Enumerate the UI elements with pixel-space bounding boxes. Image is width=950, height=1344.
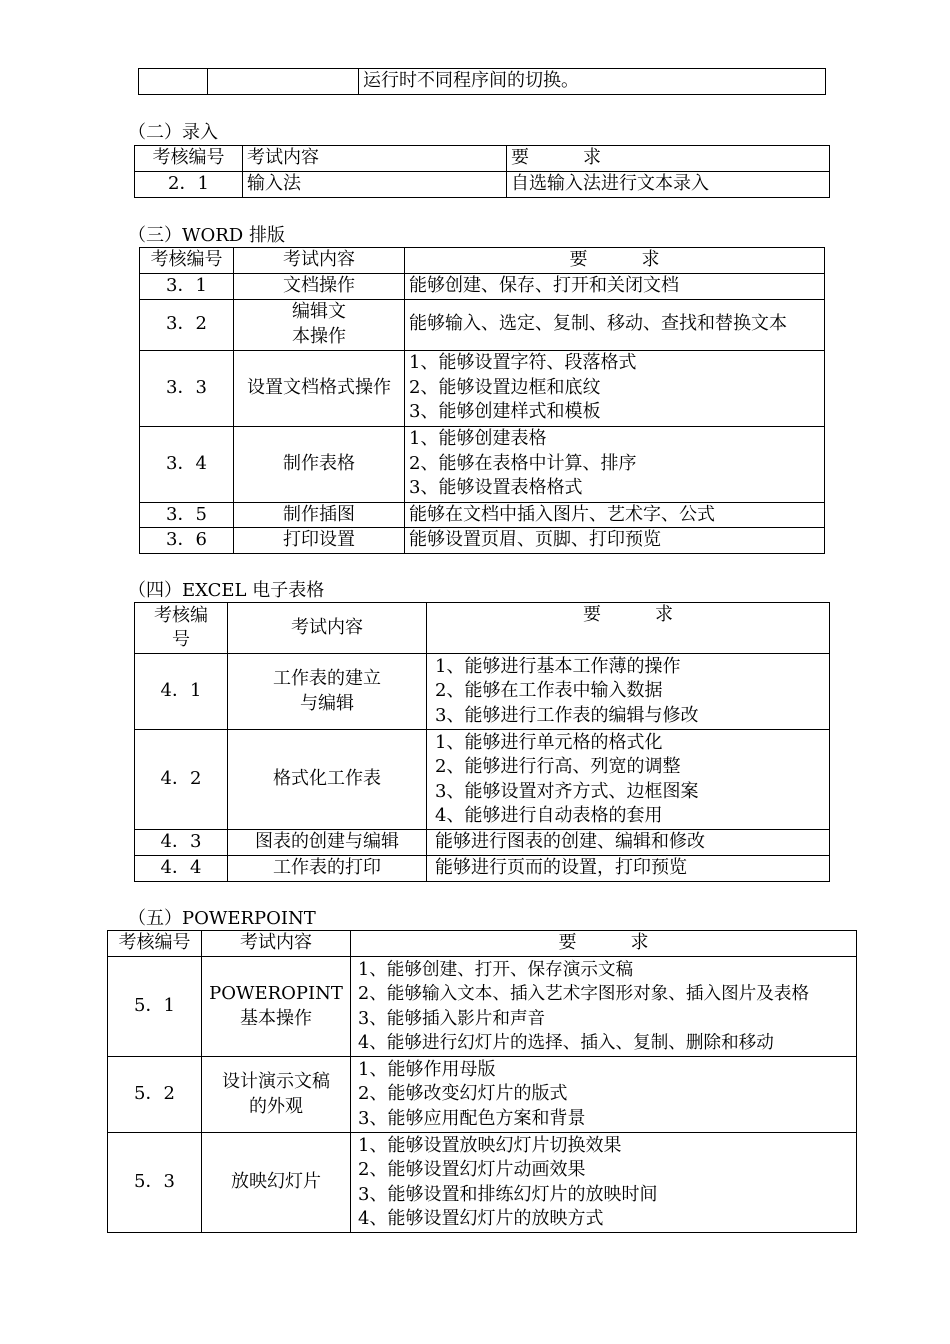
header-id: 考核编 号 — [135, 603, 228, 654]
requirement-cell: 自选输入法进行文本录入 — [507, 172, 830, 198]
table-row — [139, 69, 826, 95]
requirement-cell: 能够进行页而的设置，打印预览 — [427, 856, 830, 882]
id-cell: 3．3 — [140, 350, 234, 426]
header-req: 要 求 — [427, 603, 830, 654]
requirement-cell: 能够输入、选定、复制、移动、查找和替换文本 — [405, 299, 825, 350]
id-cell: 2．1 — [135, 172, 243, 198]
section-title: （三）WORD 排版 — [128, 225, 285, 246]
table-row — [108, 957, 857, 1057]
section-title: （五）POWERPOINT — [128, 908, 316, 929]
content-cell: 工作表的建立 与编辑 — [228, 654, 427, 730]
requirement-cell: 1、能够进行基本工作薄的操作 2、能够在工作表中输入数据 3、能够进行工作表的编辑与修改 — [427, 654, 830, 730]
content-cell: POWEROPINT 基本操作 — [202, 957, 351, 1057]
requirement-cell: 运行时不同程序间的切换。 — [359, 69, 826, 95]
id-cell: 3．1 — [140, 273, 234, 299]
id-cell: 4．3 — [135, 830, 228, 856]
table-row — [135, 730, 830, 830]
top-fragment-table — [138, 68, 826, 95]
section-3-table — [139, 247, 825, 554]
requirement-cell: 1、能够作用母版 2、能够改变幻灯片的版式 3、能够应用配色方案和背景 — [351, 1057, 857, 1133]
content-cell: 放映幻灯片 — [202, 1133, 351, 1233]
content-cell: 格式化工作表 — [228, 730, 427, 830]
content-cell: 设置文档格式操作 — [234, 350, 405, 426]
requirement-cell: 能够创建、保存、打开和关闭文档 — [405, 273, 825, 299]
id-cell: 5．2 — [108, 1057, 202, 1133]
content-cell: 编辑文 本操作 — [234, 299, 405, 350]
table-row — [140, 502, 825, 528]
table-row — [140, 426, 825, 502]
id-cell: 4．1 — [135, 654, 228, 730]
requirement-cell: 能够进行图表的创建、编辑和修改 — [427, 830, 830, 856]
section-title: （二）录入 — [128, 122, 218, 143]
header-req: 要 求 — [507, 146, 830, 172]
content-cell: 设计演示文稿 的外观 — [202, 1057, 351, 1133]
table-row — [108, 1133, 857, 1233]
id-cell: 3．6 — [140, 528, 234, 554]
table-row — [140, 299, 825, 350]
id-cell: 3．2 — [140, 299, 234, 350]
header-content: 考试内容 — [234, 248, 405, 274]
content-cell: 制作表格 — [234, 426, 405, 502]
id-cell: 5．1 — [108, 957, 202, 1057]
id-cell: 3．4 — [140, 426, 234, 502]
requirement-cell: 1、能够创建、打开、保存演示文稿 2、能够输入文本、插入艺术字图形对象、插入图片及表格 3、能够插入影片和声音 4、能够进行幻灯片的选择、插入、复制、删除和移动 — [351, 957, 857, 1057]
header-req: 要 求 — [351, 931, 857, 957]
id-cell: 3．5 — [140, 502, 234, 528]
content-cell: 打印设置 — [234, 528, 405, 554]
table-row — [135, 172, 830, 198]
content-cell: 工作表的打印 — [228, 856, 427, 882]
empty-cell — [208, 69, 359, 95]
content-cell: 输入法 — [243, 172, 507, 198]
table-header-row — [140, 248, 825, 274]
header-content: 考试内容 — [202, 931, 351, 957]
section-5-table — [107, 930, 857, 1233]
table-header-row — [135, 146, 830, 172]
content-cell: 文档操作 — [234, 273, 405, 299]
id-cell: 4．2 — [135, 730, 228, 830]
table-row — [140, 528, 825, 554]
requirement-cell: 能够设置页眉、页脚、打印预览 — [405, 528, 825, 554]
requirement-cell: 1、能够设置字符、段落格式 2、能够设置边框和底纹 3、能够创建样式和模板 — [405, 350, 825, 426]
requirement-cell: 1、能够创建表格 2、能够在表格中计算、排序 3、能够设置表格格式 — [405, 426, 825, 502]
id-cell: 4．4 — [135, 856, 228, 882]
table-row — [140, 273, 825, 299]
header-id: 考核编号 — [135, 146, 243, 172]
header-content: 考试内容 — [228, 603, 427, 654]
section-4-table — [134, 602, 830, 882]
id-cell: 5．3 — [108, 1133, 202, 1233]
header-content: 考试内容 — [243, 146, 507, 172]
content-cell: 图表的创建与编辑 — [228, 830, 427, 856]
table-header-row — [135, 603, 830, 654]
table-row — [135, 654, 830, 730]
table-row — [108, 1057, 857, 1133]
header-id: 考核编号 — [140, 248, 234, 274]
table-header-row — [108, 931, 857, 957]
requirement-cell: 1、能够进行单元格的格式化 2、能够进行行高、列宽的调整 3、能够设置对齐方式、边框图案 4、能够进行自动表格的套用 — [427, 730, 830, 830]
header-id: 考核编号 — [108, 931, 202, 957]
content-cell: 制作插图 — [234, 502, 405, 528]
empty-cell — [139, 69, 208, 95]
table-row — [135, 830, 830, 856]
requirement-cell: 1、能够设置放映幻灯片切换效果 2、能够设置幻灯片动画效果 3、能够设置和排练幻灯片的放映时间 4、能够设置幻灯片的放映方式 — [351, 1133, 857, 1233]
section-title: （四）EXCEL 电子表格 — [128, 580, 325, 601]
requirement-cell: 能够在文档中插入图片、艺术字、公式 — [405, 502, 825, 528]
header-req: 要 求 — [405, 248, 825, 274]
table-row — [140, 350, 825, 426]
table-row — [135, 856, 830, 882]
section-2-table — [134, 145, 830, 198]
